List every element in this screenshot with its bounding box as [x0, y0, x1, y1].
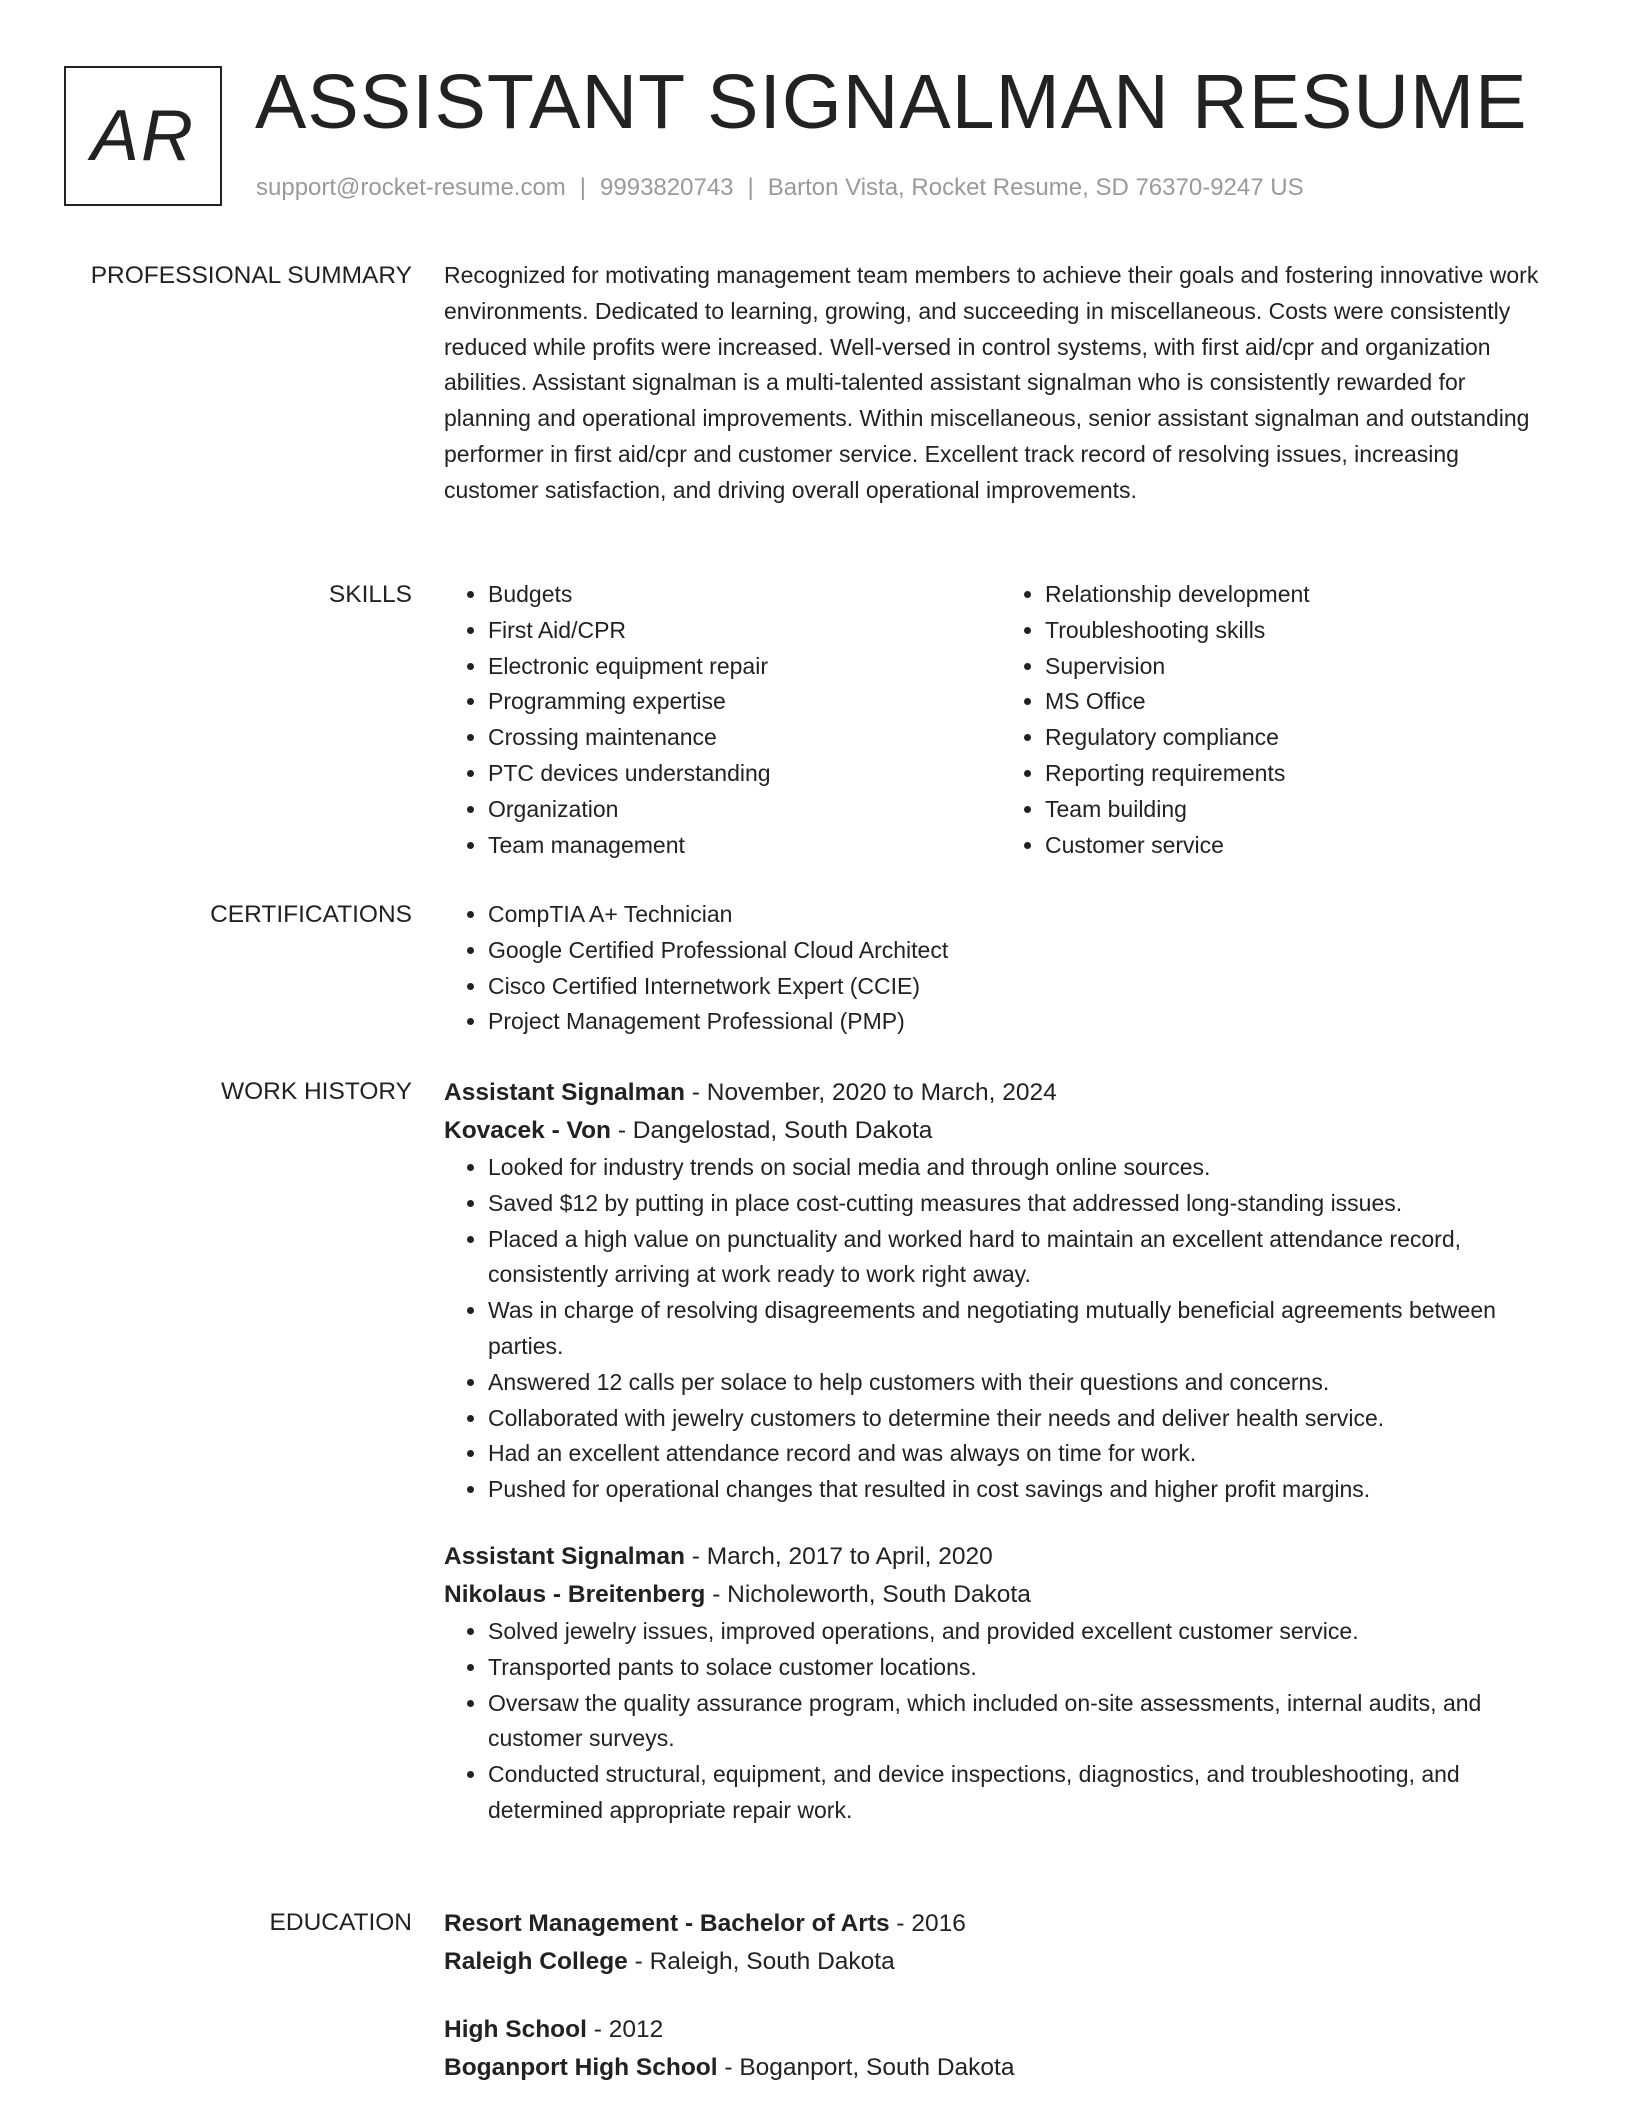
- contact-separator: |: [579, 174, 587, 201]
- certification-item: • CompTIA A+ Technician: [488, 897, 1558, 933]
- job-duties-list: [444, 1614, 1558, 1829]
- job-title: Assistant Signalman: [444, 1542, 685, 1570]
- skill-item: • Relationship development: [1045, 577, 1558, 613]
- section-heading: SKILLS: [328, 581, 412, 608]
- skill-item: • PTC devices understanding: [488, 756, 1001, 792]
- degree-line: [444, 1905, 1558, 1943]
- job-duty: • Placed a high value on punctuality and worked hard to maintain an excellent attendance record, consistently arriving at work ready to work right away.: [488, 1222, 1558, 1294]
- section-heading: WORK HISTORY: [220, 1078, 412, 1105]
- school: Boganport High School: [444, 2054, 718, 2081]
- job-dates: - March, 2017 to April, 2020: [684, 1542, 993, 1570]
- section-heading: CERTIFICATIONS: [210, 901, 412, 928]
- skill-item: • Troubleshooting skills: [1045, 613, 1558, 649]
- certifications-list: [444, 897, 1558, 1040]
- skills-list-left: [444, 577, 1001, 863]
- school-location: - Raleigh, South Dakota: [627, 1948, 895, 1975]
- job-duty: • Conducted structural, equipment, and device inspections, diagnostics, and troubleshooting, and determined appropriate repair work.: [488, 1757, 1558, 1829]
- skill-item: • Regulatory compliance: [1045, 720, 1558, 756]
- school-line: [444, 2049, 1558, 2087]
- skill-item: • Team building: [1045, 792, 1558, 828]
- skill-item: • Reporting requirements: [1045, 756, 1558, 792]
- job-duty: • Oversaw the quality assurance program, which included on-site assessments, internal audits, and customer surveys.: [488, 1686, 1558, 1758]
- job-company: Nikolaus - Breitenberg: [444, 1580, 706, 1608]
- certification-item: • Cisco Certified Internetwork Expert (CCIE): [488, 969, 1558, 1005]
- job-title: Assistant Signalman: [444, 1079, 685, 1106]
- education-entry: [444, 1905, 1558, 1981]
- job-duty: • Saved $12 by putting in place cost-cutting measures that addressed long-standing issues.: [488, 1186, 1558, 1222]
- job-entry: [444, 1538, 1558, 1829]
- skill-item: • Supervision: [1045, 649, 1558, 685]
- resume-title: ASSISTANT SIGNALMAN RESUME: [255, 59, 1528, 145]
- job-duty: • Pushed for operational changes that resulted in cost savings and higher profit margins.: [488, 1472, 1558, 1508]
- skill-item: • Budgets: [488, 577, 1001, 613]
- skill-item: • Crossing maintenance: [488, 720, 1001, 756]
- job-duty: • Collaborated with jewelry customers to determine their needs and deliver health service.: [488, 1401, 1558, 1437]
- skill-item: • Team management: [488, 828, 1001, 864]
- degree: High School: [444, 2016, 587, 2043]
- school: Raleigh College: [444, 1948, 628, 1975]
- contact-email: support@rocket-resume.com: [256, 174, 566, 201]
- skill-item: • Organization: [488, 792, 1001, 828]
- certification-item: • Project Management Professional (PMP): [488, 1004, 1558, 1040]
- contact-separator: |: [747, 174, 754, 201]
- job-duty: • Had an excellent attendance record and was always on time for work.: [488, 1436, 1558, 1472]
- contact-address: Barton Vista, Rocket Resume, SD 76370-9247 US: [767, 174, 1304, 201]
- job-title-line: [444, 1538, 1558, 1576]
- job-duty: • Solved jewelry issues, improved operations, and provided excellent customer service.: [488, 1614, 1558, 1650]
- job-location: - Nicholeworth, South Dakota: [705, 1580, 1031, 1608]
- job-duty: • Was in charge of resolving disagreements and negotiating mutually beneficial agreements between parties.: [488, 1293, 1558, 1365]
- skill-item: • First Aid/CPR: [488, 613, 1001, 649]
- certification-item: • Google Certified Professional Cloud Architect: [488, 933, 1558, 969]
- job-duty: • Looked for industry trends on social media and through online sources.: [488, 1150, 1558, 1186]
- job-company-line: [444, 1576, 1558, 1614]
- degree-year: - 2016: [889, 1910, 966, 1937]
- job-company: Kovacek - Von: [444, 1117, 612, 1144]
- summary-text: Recognized for motivating management team members to achieve their goals and fostering innovative work environments. Dedicated to learning, growing, and succeeding in miscellaneous. Costs were consistently reduced while profits were increased. Well-versed in control systems, with first aid/cpr and organization abilities. Assistant signalman is a multi-talented assistant signalman who is consistently rewarded for planning and operational improvements. Within miscellaneous, senior assistant signalman and outstanding performer in first aid/cpr and customer service. Excellent track record of resolving issues, increasing customer satisfaction, and driving overall operational improvements.: [444, 262, 1539, 503]
- job-duty: • Answered 12 calls per solace to help customers with their questions and concerns.: [488, 1365, 1558, 1401]
- job-title-line: [444, 1074, 1558, 1112]
- job-entry: [444, 1074, 1558, 1508]
- job-dates: - November, 2020 to March, 2024: [684, 1079, 1057, 1106]
- contact-phone: 9993820743: [600, 174, 734, 201]
- skills-list-right: [1001, 577, 1558, 863]
- contact-line: [256, 174, 1304, 202]
- degree-line: [444, 2011, 1558, 2049]
- initials-monogram: AR: [64, 66, 222, 206]
- degree-year: - 2012: [586, 2016, 664, 2043]
- education-entry: [444, 2011, 1558, 2087]
- degree: Resort Management - Bachelor of Arts: [444, 1910, 890, 1937]
- skill-item: • Electronic equipment repair: [488, 649, 1001, 685]
- skill-item: • MS Office: [1045, 684, 1558, 720]
- section-heading: PROFESSIONAL SUMMARY: [90, 262, 412, 289]
- skill-item: • Programming expertise: [488, 684, 1001, 720]
- skill-item: • Customer service: [1045, 828, 1558, 864]
- job-duty: • Transported pants to solace customer locations.: [488, 1650, 1558, 1686]
- school-location: - Boganport, South Dakota: [717, 2054, 1015, 2081]
- section-heading: EDUCATION: [269, 1909, 412, 1936]
- school-line: [444, 1943, 1558, 1981]
- job-location: - Dangelostad, South Dakota: [611, 1117, 933, 1144]
- job-duties-list: [444, 1150, 1558, 1508]
- job-company-line: [444, 1112, 1558, 1150]
